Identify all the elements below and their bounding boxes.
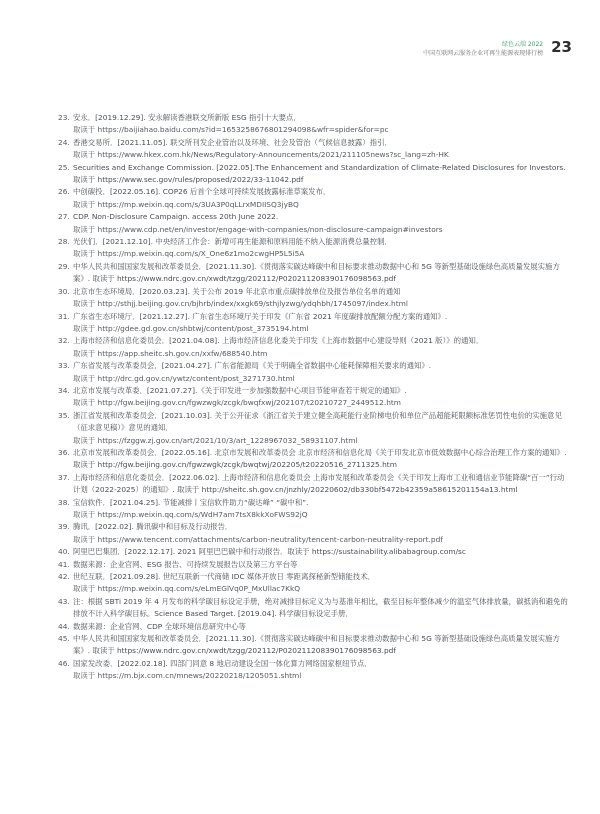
reference-number: 24. — [58, 137, 70, 147]
reference-number: 46. — [58, 658, 70, 668]
reference-body — [73, 360, 570, 385]
reference-number: 38. — [58, 497, 70, 507]
reference-body — [73, 211, 570, 236]
reference-text: CDP. Non-Disclosure Campaign. access 20th June 2022. — [73, 212, 279, 222]
reference-text: 安永．[2019.12.29]. 安永解读香港联交所新版 ESG 指引十大要点． — [73, 113, 301, 122]
reference-item — [58, 559, 570, 571]
reference-body — [73, 658, 570, 683]
reference-source-link: 取读于 https://www.hkex.com.hk/News/Regulatory-Announcements/2021/211105news?sc_lang=zh-HK — [73, 150, 449, 160]
reference-item — [58, 286, 570, 311]
reference-body — [73, 186, 570, 211]
reference-body — [73, 286, 570, 311]
reference-body — [73, 261, 570, 286]
reference-text: Securities and Exchange Commission. [2022.05].The Enhancement and Standardization of Climate-Related Disclosures for Investors. 取读于 https://www.sec.gov/rules/proposed/2022/33-11042.pdf — [73, 162, 566, 185]
reference-item — [58, 360, 570, 385]
reference-number: 37. — [58, 472, 70, 482]
reference-number: 32. — [58, 336, 70, 346]
reference-item — [58, 596, 570, 621]
reference-text: 腾讯．[2022.02]. 腾讯碳中和目标及行动报告． — [73, 522, 233, 532]
reference-item — [58, 211, 570, 236]
reference-text: 世纪互联．[2021.09.28]. 世纪互联新一代商储 IDC 媒体开放日 零距离探秘新型储能技术． — [73, 572, 375, 582]
page-header — [423, 38, 572, 58]
reference-number: 44. — [58, 621, 70, 631]
reference-item — [58, 311, 570, 336]
reference-number: 43. — [58, 596, 70, 606]
reference-body — [73, 137, 570, 162]
reference-body — [73, 546, 570, 558]
page-number: 23 — [551, 38, 572, 56]
reference-body — [73, 335, 570, 360]
reference-text: 中创碳投．[2022.05.16]. COP26 后首个全球可持续发展披露标准草案发布． — [73, 187, 331, 197]
reference-number: 30. — [58, 286, 70, 296]
reference-body — [73, 112, 570, 137]
reference-item — [58, 137, 570, 162]
reference-number: 31. — [58, 311, 70, 321]
reference-body — [73, 559, 570, 571]
reference-body — [73, 497, 570, 522]
reference-item — [58, 162, 570, 187]
reference-body — [73, 162, 570, 187]
reference-item — [58, 633, 570, 658]
reference-item — [58, 546, 570, 558]
reference-source-link: 取读于 http://sthjj.beijing.gov.cn/bjhrb/index/xxgk69/sthjlyzwg/ydqhbh/1745097/index.html — [73, 299, 408, 309]
reference-source-link: 取读于 https://fzggw.zj.gov.cn/art/2021/10/3/art_1228967032_58931107.html — [73, 435, 358, 445]
reference-text: 数据来源：企业官网、CDP 全球环境信息研究中心等 — [73, 621, 246, 631]
reference-text: 北京市生态环境局．[2020.03.23]. 关于公布 2019 年北京市重点碳排放单位及报告单位名单的通知 — [73, 286, 401, 296]
reference-item — [58, 236, 570, 261]
reference-source-link: 取读于 https://mp.weixin.qq.com/s/WdH7am7tsX8kkXoFWS92jQ — [73, 510, 308, 519]
reference-item — [58, 261, 570, 286]
reference-text: 数据来源：企业官网、ESG 报告、可持续发展报告以及第三方平台等 — [73, 559, 298, 569]
reference-item — [58, 472, 570, 497]
reference-text: 北京市发展和改革委员会．[2022.05.16]. 北京市发展和改革委员会 北京市经济和信息化局《关于印发北京市低效数据中心综合治理工作方案的通知》. 取读于 http://fgw.beijing.gov.cn/fgwzwgk/zcgk/bwqtwj/202205/t20220516_2711325.htm — [73, 447, 567, 470]
reference-text: 阿里巴巴集团．[2022.12.17]. 2021 阿里巴巴碳中和行动报告．取读于 https://sustainability.alibabagroup.com/sc — [73, 547, 466, 557]
reference-body — [73, 596, 570, 621]
reference-source-link: 取读于 https://www.tencent.com/attachments/carbon-neutrality/tencent-carbon-neutrality-report.pdf — [73, 534, 443, 544]
reference-text: 北京市发展与改革委．[2021.07.27].《关于印发进一步加强数据中心项目节能审查若干规定的通知》. — [73, 385, 407, 395]
reference-item — [58, 621, 570, 633]
reference-text: 光伏们．[2021.12.10]. 中央经济工作会：新增可再生能源和原料用能不纳入能源消费总量控制． — [73, 237, 392, 247]
reference-text: 注：根据 SBTi 2019 年 4 月发布的科学碳目标设定手册，绝对减排目标定义为与基准年相比，截至目标年整体减少的温室气体排放量，碳抵消和避免的排放不计入科学碳目标。Science Based Target. [2019.04]. 科学碳目标设定手册． — [73, 596, 568, 619]
reference-text: 浙江省发展和改革委员会．[2021.10.03]. 关于公开征求《浙江省关于建立健全高耗能行业阶梯电价和单位产品超能耗限额标准惩罚性电价的实施意见（征求意见稿）》意见的通知． — [73, 410, 562, 433]
reference-text: 宝信软件．[2021.04.25]. 节能减排丨宝信软件助力“碳达峰” “碳中和”. — [73, 497, 309, 507]
reference-item — [58, 186, 570, 211]
reference-text: 广东省生态环境厅．[2021.12.27]. 广东省生态环境厅关于印发《广东省 2021 年度碳排放配额分配方案的通知》. — [73, 311, 448, 321]
reference-body — [73, 410, 570, 447]
reference-body — [73, 621, 570, 633]
reference-item — [58, 112, 570, 137]
reference-source-link: 取读于 http://gdee.gd.gov.cn/shbtwj/content/post_3735194.html — [73, 323, 309, 333]
reference-number: 25. — [58, 162, 70, 172]
reference-body — [73, 633, 570, 658]
reference-item — [58, 571, 570, 596]
report-subtitle: 中国互联网云服务企业可再生能源表现排行榜 — [423, 50, 544, 57]
reference-list — [58, 112, 570, 683]
reference-item — [58, 335, 570, 360]
reference-text: 香港交易所．[2021.11.05]. 联交所刊发企业管治以及环境、社会及管治（气候信息披露）指引． — [73, 137, 392, 147]
reference-text: 国家发改委．[2022.02.18]. 四部门同意 8 地启动建设全国一体化算力网络国家枢纽节点． — [73, 658, 372, 668]
reference-body — [73, 521, 570, 546]
reference-item — [58, 658, 570, 683]
reference-body — [73, 311, 570, 336]
reference-number: 23. — [58, 113, 70, 122]
reference-source-link: 取读于 https://baijiahao.baidu.com/s?id=1653258676801294098&wfr=spider&for=pc — [73, 125, 389, 135]
reference-number: 27. — [58, 212, 70, 222]
reference-number: 45. — [58, 634, 70, 644]
reference-text: 中华人民共和国国家发展和改革委员会．[2021.11.30].《贯彻落实碳达峰碳中和目标要求推动数据中心和 5G 等新型基础设施绿色高质量发展实施方案》. 取读于 https://www.ndrc.gov.cn/xwdt/tzgg/202112/P020211208390176098563.pdf — [73, 261, 560, 284]
reference-text: 广东省发展与改革委员会．[2021.04.27]. 广东省能源局《关于明确全省数据中心能耗保障相关要求的通知》. — [73, 361, 432, 371]
reference-body — [73, 447, 570, 472]
reference-number: 26. — [58, 187, 70, 197]
reference-source-link: 取读于 https://mp.weixin.qq.com/s/X_One6z1mo2cwgHP5L5i5A — [73, 249, 305, 259]
header-text-block — [423, 38, 543, 58]
reference-text: 上海市经济和信息化委员会．[2022.06.02]. 上海市经济和信息化委员会 上海市发展和改革委员会《关于印发上海市工业和通信业节能降碳“百一”行动计划（2022-2025）的通知》. 取读于 http://sheitc.sh.gov.cn/jnzhly/20220602/db330bf5472b42359a58615201154a13.html — [73, 472, 565, 495]
reference-text: 上海市经济和信息化委员会．[2021.04.08]. 上海市经济信息化委关于印发《上海市数据中心建设导则（2021 版）》的通知． — [73, 336, 484, 346]
reference-number: 40. — [58, 547, 70, 557]
reference-body — [73, 571, 570, 596]
reference-body — [73, 385, 570, 410]
reference-number: 41. — [58, 559, 70, 569]
reference-number: 36. — [58, 447, 70, 457]
reference-item — [58, 497, 570, 522]
reference-item — [58, 521, 570, 546]
reference-source-link: 取读于 http://fgw.beijing.gov.cn/fgwzwgk/zcgk/bwqfxwj/202107/t20210727_2449512.htm — [73, 398, 401, 408]
reference-text: 中华人民共和国国家发展和改革委员会．[2021.11.30].《贯彻落实碳达峰碳中和目标要求推动数据中心和 5G 等新型基础设施绿色高质量发展实施方案》. 取读于 https://www.ndrc.gov.cn/xwdt/tzgg/202112/P020211208390176098563.pdf — [73, 634, 560, 656]
reference-body — [73, 236, 570, 261]
report-title: 绿色云端 2022 — [501, 41, 544, 48]
reference-number: 34. — [58, 385, 70, 395]
reference-item — [58, 385, 570, 410]
reference-source-link: 取读于 http://drc.gd.gov.cn/ywtz/content/post_3271730.html — [73, 373, 295, 383]
reference-source-link: 取读于 https://mp.weixin.qq.com/s/3UA3P0qLLrxMDIISQ3jyBQ — [73, 199, 299, 209]
reference-number: 42. — [58, 572, 70, 582]
reference-number: 28. — [58, 237, 70, 247]
reference-number: 35. — [58, 410, 70, 420]
reference-body — [73, 472, 570, 497]
reference-number: 39. — [58, 522, 70, 532]
reference-source-link: 取读于 https://m.bjx.com.cn/mnews/20220218/1205051.shtml — [73, 671, 302, 681]
reference-source-link: 取读于 https://mp.weixin.qq.com/s/eLmEGlVq0P_MxUllac7KkQ — [73, 584, 301, 594]
reference-item — [58, 447, 570, 472]
reference-number: 33. — [58, 361, 70, 371]
reference-number: 29. — [58, 261, 70, 271]
reference-source-link: 取读于 https://app.sheitc.sh.gov.cn/xxfw/688540.htm — [73, 348, 268, 358]
reference-item — [58, 410, 570, 447]
reference-source-link: 取读于 https://www.cdp.net/en/investor/engage-with-companies/non-disclosure-campaign#investors — [73, 224, 443, 234]
